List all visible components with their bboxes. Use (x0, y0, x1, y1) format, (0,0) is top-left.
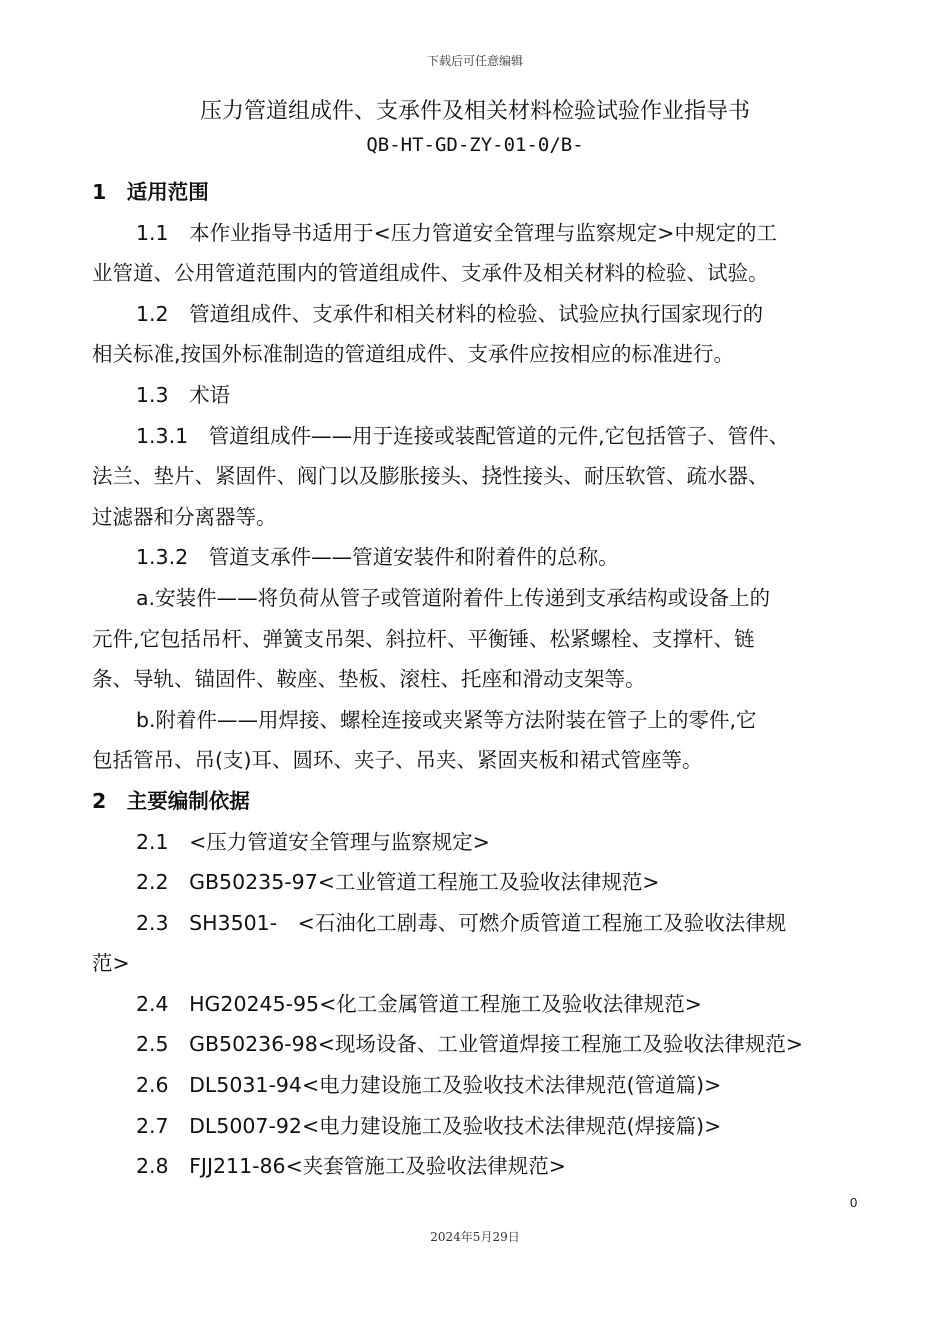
header-note: 下载后可任意编辑 (426, 54, 523, 68)
paragraph-line: 1.3.1 管道组成件——用于连接或装配管道的元件,它包括管子、管件、 (136, 423, 790, 448)
reference-item: 2.8 FJJ211-86<夹套管施工及验收法律规范> (136, 1154, 566, 1179)
paragraph-line: 条、导轨、锚固件、鞍座、垫板、滚柱、托座和滑动支架等。 (92, 667, 646, 692)
paragraph-line: 1.2 管道组成件、支承件和相关材料的检验、试验应执行国家现行的 (136, 301, 764, 326)
page-number: 0 (850, 1195, 858, 1210)
paragraph-line: 相关标准,按国外标准制造的管道组成件、支承件应按相应的标准进行。 (92, 342, 735, 367)
paragraph-line: 过滤器和分离器等。 (92, 504, 277, 529)
paragraph-line: 1.1 本作业指导书适用于<压力管道安全管理与监察规定>中规定的工 (136, 220, 777, 245)
paragraph-line: 业管道、公用管道范围内的管道组成件、支承件及相关材料的检验、试验。 (92, 261, 769, 286)
reference-item: 2.7 DL5007-92<电力建设施工及验收技术法律规范(焊接篇)> (136, 1113, 722, 1138)
reference-item: 2.1 <压力管道安全管理与监察规定> (136, 829, 490, 854)
paragraph-line: b.附着件——用焊接、螺栓连接或夹紧等方法附装在管子上的零件,它 (136, 707, 757, 732)
document-body (92, 172, 882, 1187)
paragraph-line: 法兰、垫片、紧固件、阀门以及膨胀接头、挠性接头、耐压软管、疏水器、 (92, 464, 769, 489)
reference-item: 范> (92, 951, 130, 976)
paragraph-line: a.安装件——将负荷从管子或管道附着件上传递到支承结构或设备上的 (136, 585, 771, 610)
footer-date: 2024年5月29日 (430, 1230, 520, 1244)
document-code: QB-HT-GD-ZY-01-0/B- (366, 134, 584, 156)
document-title: 压力管道组成件、支承件及相关材料检验试验作业指导书 (199, 99, 750, 124)
section-heading: 1 适用范围 (92, 180, 209, 204)
reference-item: 2.5 GB50236-98<现场设备、工业管道焊接工程施工及验收法律规范> (136, 1032, 804, 1057)
paragraph-line: 元件,它包括吊杆、弹簧支吊架、斜拉杆、平衡锤、松紧螺栓、支撑杆、链 (92, 626, 755, 651)
reference-item: 2.2 GB50235-97<工业管道工程施工及验收法律规范> (136, 870, 660, 895)
reference-item: 2.4 HG20245-95<化工金属管道工程施工及验收法律规范> (136, 991, 702, 1016)
reference-item: 2.3 SH3501- <石油化工剧毒、可燃介质管道工程施工及验收法律规 (136, 910, 787, 935)
paragraph-line: 1.3.2 管道支承件——管道安装件和附着件的总称。 (136, 545, 619, 570)
section-heading: 2 主要编制依据 (92, 788, 250, 813)
reference-item: 2.6 DL5031-94<电力建设施工及验收技术法律规范(管道篇)> (136, 1073, 722, 1098)
paragraph-line: 包括管吊、吊(支)耳、圆环、夹子、吊夹、紧固夹板和裙式管座等。 (92, 748, 703, 773)
paragraph-line: 1.3 术语 (136, 382, 231, 407)
